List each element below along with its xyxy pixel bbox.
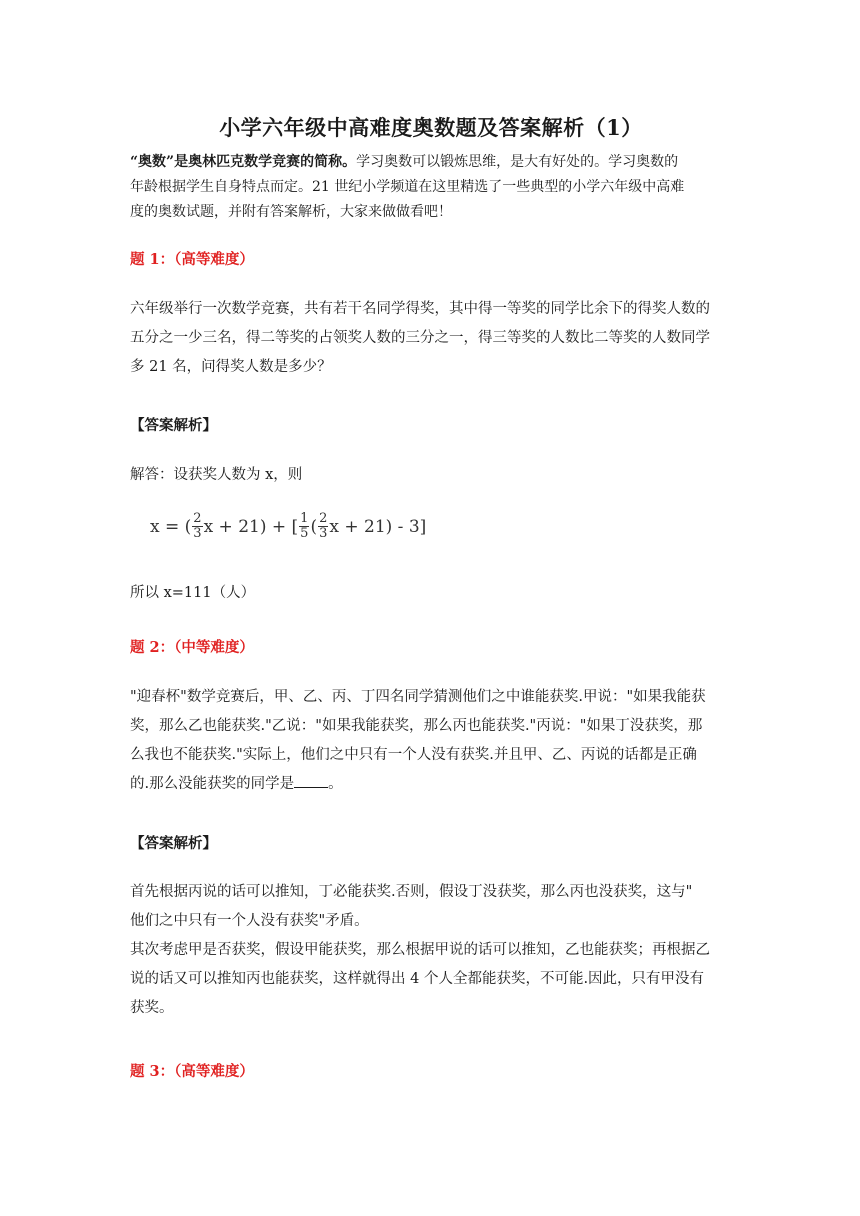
q2-line: 么我也不能获奖."实际上，他们之中只有一个人没有获奖.并且甲、乙、丙说的话都是正确 — [130, 747, 697, 763]
fraction-denominator: 3 — [193, 526, 202, 541]
intro-line1-rest: 学习奥数可以锻炼思维，是大有好处的。学习奥数的 — [356, 154, 679, 170]
formula-part: ( — [310, 516, 318, 537]
answer-blank — [294, 773, 328, 788]
q2-answer-line: 其次考虑甲是否获奖，假设甲能获奖，那么根据甲说的话可以推知，乙也能获奖；再根据乙 — [130, 942, 710, 958]
q1-heading: 题 1：（高等难度） — [130, 251, 254, 268]
formula-part: x + 21) + [ — [203, 516, 299, 537]
q2-line: 奖，那么乙也能获奖."乙说："如果我能获奖，那么丙也能获奖."丙说："如果丁没获奖，那 — [130, 718, 703, 734]
q1-answer-heading: 【答案解析】 — [130, 417, 217, 434]
q1-body — [130, 295, 732, 382]
fraction — [299, 512, 309, 541]
q1-answer-result: 所以 x=111（人） — [130, 585, 256, 601]
q2-answer-line: 首先根据丙说的话可以推知，丁必能获奖.否则，假设丁没获奖，那么丙也没获奖，这与" — [130, 884, 693, 900]
q1-line: 六年级举行一次数学竞赛，共有若干名同学得奖，其中得一等奖的同学比余下的得奖人数的 — [130, 301, 710, 317]
q3-heading: 题 3：（高等难度） — [130, 1063, 254, 1080]
q1-answer-intro: 解答：设获奖人数为 x，则 — [130, 467, 303, 483]
q2-heading: 题 2：（中等难度） — [130, 639, 254, 656]
q1-line: 多 21 名，问得奖人数是多少？ — [130, 359, 332, 375]
q2-answer-line: 他们之中只有一个人没有获奖"矛盾。 — [130, 913, 369, 929]
q2-answer-line: 获奖。 — [130, 1000, 174, 1016]
q1-line: 五分之一少三名，得二等奖的占领奖人数的三分之一，得三等奖的人数比二等奖的人数同学 — [130, 330, 710, 346]
q2-answer-body — [130, 878, 732, 1023]
fraction-denominator: 5 — [300, 526, 309, 541]
q2-answer-line: 说的话又可以推知丙也能获奖，这样就得出 4 个人全都能获奖，不可能.因此，只有甲没有 — [130, 971, 705, 987]
fraction-numerator: 2 — [319, 511, 328, 526]
intro-bold-lead: “奥数”是奥林匹克数学竞赛的简称。 — [130, 154, 357, 170]
intro-paragraph — [130, 150, 732, 225]
q2-body — [130, 683, 732, 799]
intro-line2: 年龄根据学生自身特点而定。21 世纪小学频道在这里精选了一些典型的小学六年级中高难 — [130, 179, 685, 195]
fraction-denominator: 3 — [319, 526, 328, 541]
q2-last-punct: 。 — [328, 776, 343, 792]
q2-last-text: 的.那么没能获奖的同学是 — [130, 776, 295, 792]
fraction-numerator: 1 — [300, 511, 309, 526]
q2-line: "迎春杯"数学竞赛后，甲、乙、丙、丁四名同学猜测他们之中谁能获奖.甲说："如果我能获 — [130, 689, 706, 705]
q2-answer-heading: 【答案解析】 — [130, 835, 217, 852]
q2-last-line — [130, 770, 732, 799]
intro-line3: 度的奥数试题，并附有答案解析，大家来做做看吧！ — [130, 204, 452, 220]
fraction-numerator: 2 — [193, 511, 202, 526]
fraction — [318, 512, 328, 541]
formula-part: x + 21) - 3] — [329, 516, 427, 537]
formula-part: x = ( — [150, 516, 192, 537]
fraction — [192, 512, 202, 541]
q1-formula — [150, 512, 426, 541]
page-title: 小学六年级中高难度奥数题及答案解析（1） — [219, 115, 643, 140]
